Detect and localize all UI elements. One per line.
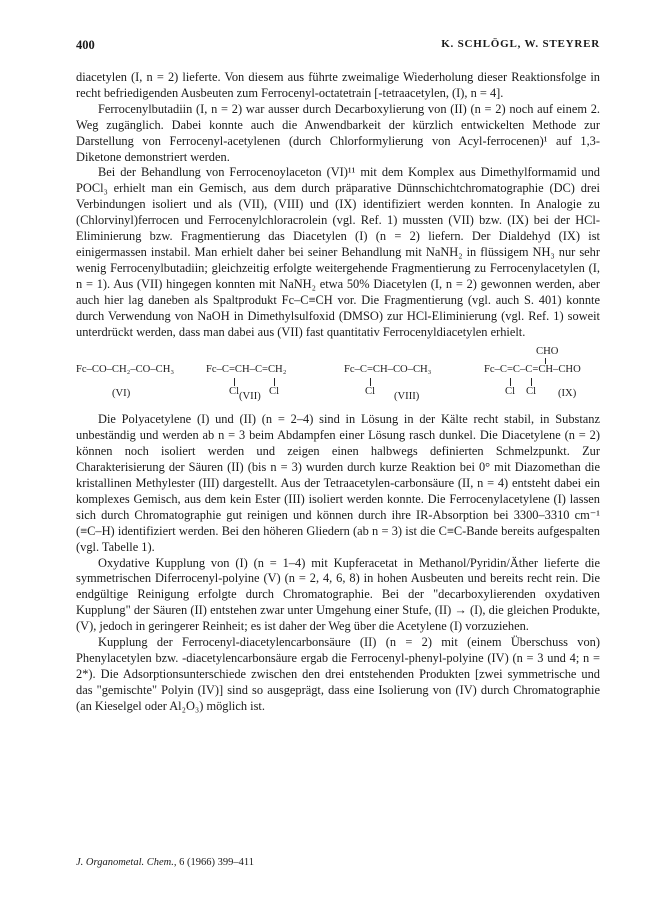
label-ix: (IX)	[558, 388, 577, 400]
journal-citation: 6 (1966) 399–411	[179, 857, 254, 868]
paragraph-6: Kupplung der Ferrocenyl-diacetylencarbonsäure (II) (n = 2) mit (einem Überschuss von) Phenylacetylen bzw. -diacetylencarbonsäure ergab die Ferrocenyl-phenyl-polyine (IV) (n = 3 und 4; n = 2*). Die Adsorptionsunterschiede zwischen den drei entstehenden Produkten [zwei symmetrische und das "gemischte" Polyin (IV)] sind so ausgeprägt, dass eine Isolierung von (IV) durch Chromatographie (an Kieselgel oder Al₂O₃) möglich ist.	[76, 635, 600, 713]
cl-substituent: Cl	[229, 386, 240, 398]
cl-substituent: Cl	[505, 386, 516, 398]
cl-substituent: Cl	[526, 386, 537, 398]
cl-substituent: Cl	[269, 386, 280, 398]
running-authors: K. SCHLÖGL, W. STEYRER	[441, 38, 600, 50]
cho-substituent: CHO	[536, 346, 559, 358]
label-viii: (VIII)	[394, 391, 420, 403]
citation-footer	[76, 857, 254, 868]
cl-substituent: Cl	[365, 386, 376, 398]
bond-line	[510, 378, 511, 386]
paragraph-2: Ferrocenylbutadiin (I, n = 2) war ausser durch Decarboxylierung von (II) (n = 2) noch auf einem 2. Weg zugänglich. Dabei konnte auch die Anwendbarkeit der kürzlich entwickelten Methode zur Darstellung von Ferrocenyl-acetylenen (durch Chlorformylierung von Acyl-ferrocenen)¹ auf 1,3-Diketone demonstriert werden.	[76, 101, 600, 164]
formula-vii: Fc–C=CH–C=CH₂	[206, 364, 287, 376]
page-number: 400	[76, 38, 95, 52]
label-vii: (VII)	[239, 391, 261, 403]
formula-viii: Fc–C=CH–CO–CH₃	[344, 364, 432, 376]
bond-line	[370, 378, 371, 386]
paragraph-4: Die Polyacetylene (I) und (II) (n = 2–4) sind in Lösung in der Kälte recht stabil, in Substanz unbeständig und werden ab n = 3 beim Abdampfen einer Lösung rasch dunkel. Die Diacetylene (n = 2) können noch isoliert werden und zeigen einen halbwegs definierten Schmelzpunkt. Zur Charakterisierung der Säuren (II) (bis n = 3) wurden durch kurze Reaktion bei 0° mit Diazomethan die kristallinen Methylester (III) dargestellt. Aus der Tetraacetylen-carbonsäure (II, n = 4) entsteht dabei ein komplexes Gemisch, aus dem kein Ester (III) isoliert werden konnte. Die Ferrocenylacetylene (I) lassen sich durch Chromatographie gut reinigen und können durch ihre IR-Absorption bei 3300–3310 cm⁻¹ (≡C–H) identifiziert werden. Bei den höheren Gliedern (ab n = 3) ist die C≡C-Bande bereits aufgespalten (vgl. Tabelle 1).	[76, 412, 600, 554]
formula-ix: Fc–C=C–C=CH–CHO	[484, 364, 581, 376]
journal-name: J. Organometal. Chem.,	[76, 857, 177, 868]
chemical-scheme	[76, 346, 600, 408]
label-vi: (VI)	[112, 388, 131, 400]
bond-line	[234, 378, 235, 386]
running-header	[76, 38, 600, 54]
paragraph-1: diacetylen (I, n = 2) lieferte. Von diesem aus führte zweimalige Wiederholung dieser Reaktionsfolge in recht befriedigenden Ausbeuten zum Ferrocenyl-octatetrain [-tetraacetylen, (I), n = 4].	[76, 70, 600, 100]
bond-line	[274, 378, 275, 386]
paragraph-5: Oxydative Kupplung von (I) (n = 1–4) mit Kupferacetat in Methanol/Pyridin/Äther lieferte die symmetrischen Diferrocenyl-polyine (V) (n = 2, 4, 6, 8) in hohen Ausbeuten und bereits recht rein. Die endgültige Reinigung erfolgte durch Chromatographie. Bei der "decarboxylierenden oxydativen Kupplung" der Säuren (II) entstehen zwar unter Umgehung einer Stufe, (II) → (I), die gleichen Produkte, (V), jedoch in geringerer Reinheit; es ist daher der Weg über die Acetylene (I) vorzuziehen.	[76, 555, 600, 634]
formula-vi: Fc–CO–CH₂–CO–CH₃	[76, 364, 175, 376]
main-text	[76, 70, 600, 715]
bond-line	[531, 378, 532, 386]
paragraph-3: Bei der Behandlung von Ferrocenoylaceton (VI)¹¹ mit dem Komplex aus Dimethylformamid und POCl₃ erhielt man ein Gemisch, aus dem durch präparative Dünnschichtchromatographie (DC) drei Verbindungen isoliert und als (VII), (VIII) und (IX) identifiziert werden konnten. In Analogie zu (Chlorvinyl)ferrocen und Ferrocenylchloracrolein (vgl. Ref. 1) mussten (VII) bzw. (IX) bei der HCl-Eliminierung bzw. Fragmentierung das Diacetylen (I) (n = 2) liefern. Der Dialdehyd (IX) ist einigermassen instabil. Man erhielt daher bei seiner Behandlung mit NaNH₂ in flüssigem NH₃ nur sehr wenig Ferrocenylbutadiin; gleichzeitig erfolgte weitergehende Fragmentierung zu Ferrocenylacetylen (I, n = 1). Aus (VII) hingegen konnten mit NaNH₂ etwa 50% Diacetylen (I, n = 2) gewonnen werden, aber auch hier lag daneben als Spaltprodukt Fc–C≡CH vor. Die Fragmentierung (vgl. auch S. 401) konnte durch Verwendung von NaOH in Dimethylsulfoxid (DMSO) zur HCl-Eliminierung (vgl. Ref. 1) soweit unterdrückt werden, dass man dabei aus (VII) fast quantitativ Ferrocenyldiacetylen erhielt.	[76, 165, 600, 339]
